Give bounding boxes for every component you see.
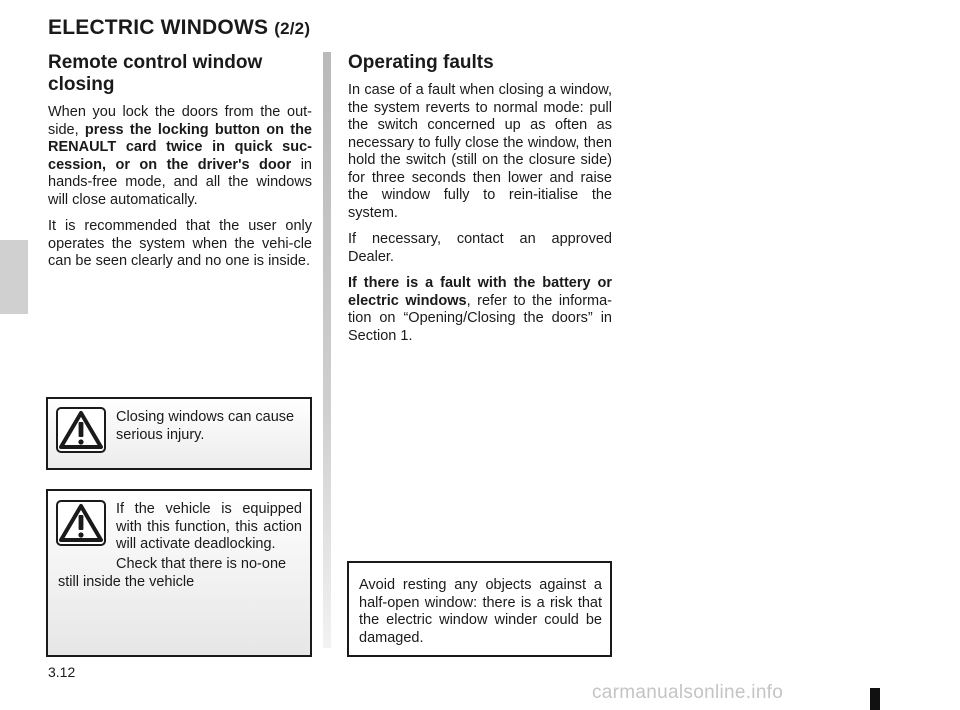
warning-triangle-icon — [56, 500, 106, 546]
operating-faults-heading: Operating faults — [348, 52, 494, 73]
remote-closing-paragraph-2: It is recommended that the user only operates the system when the vehi-cle can be seen clearly and no one is inside. — [48, 218, 312, 269]
note-text-objects: Avoid resting any objects against a half-open window: there is a risk that the electric window winder could be damaged. — [359, 577, 602, 646]
right-column — [348, 52, 612, 354]
operating-faults-paragraph-2: If necessary, contact an approved Dealer. — [348, 231, 612, 265]
section-tab — [0, 240, 28, 314]
column-divider — [323, 52, 331, 648]
left-column — [48, 52, 312, 280]
page-title-suffix: (2/2) — [274, 19, 311, 38]
warning-text-deadlocking: If the vehicle is equipped with this function, this action will activate deadlocking. — [116, 501, 302, 552]
operating-faults-paragraph-3: If there is a fault with the battery or electric windows, refer to the informa-tion on “Opening/Closing the doors” in Section 1. — [348, 275, 612, 344]
page-title — [48, 16, 310, 40]
remote-closing-heading: Remote control window closing — [48, 52, 263, 95]
page-title-main: ELECTRIC WINDOWS — [48, 16, 269, 39]
corner-marker — [870, 688, 880, 710]
warning-box-injury — [46, 397, 312, 470]
page-number: 3.12 — [48, 664, 76, 680]
watermark-text: carmanualsonline.info — [592, 682, 784, 703]
warning-box-deadlocking — [46, 489, 312, 657]
warning-text-check-vehicle: Check that there is no-one still inside the vehicle — [58, 556, 287, 590]
note-box-objects — [347, 561, 612, 657]
remote-closing-paragraph-1: When you lock the doors from the out-side, press the locking button on the RENAULT card twice in quick suc-cession, or on the driver's door in hands-free mode, and all the windows will close automatically. — [48, 104, 312, 208]
operating-faults-paragraph-1: In case of a fault when closing a window, the system reverts to normal mode: pull the switch concerned up as often as necessary to fully close the window, then hold the switch (still on the closure side) for three seconds then lower and raise the window fully to rein-itialise the system. — [348, 82, 612, 221]
warning-text-injury: Closing windows can cause serious injury. — [116, 409, 295, 443]
warning-triangle-icon — [56, 407, 106, 453]
